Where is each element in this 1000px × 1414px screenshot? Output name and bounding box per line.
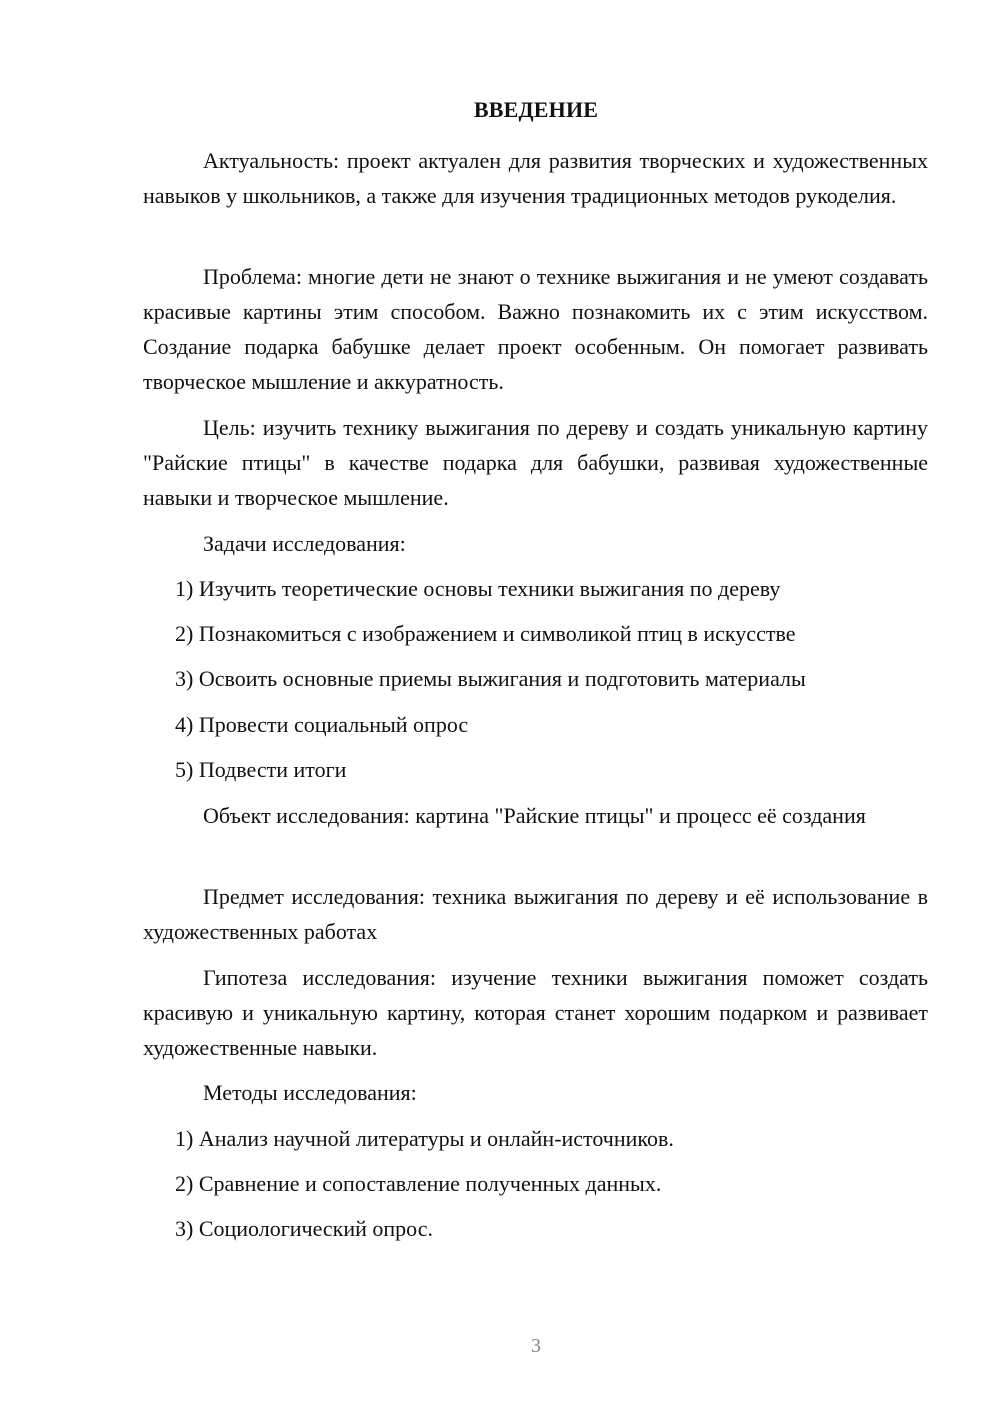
task-item: 1) Изучить теоретические основы техники выжигания по дереву (175, 576, 781, 601)
task-item: 5) Подвести итоги (175, 757, 347, 782)
methods-heading: Методы исследования: (203, 1080, 417, 1105)
object-paragraph: Объект исследования: картина "Райские птицы" и процесс её создания (203, 803, 866, 828)
method-item: 2) Сравнение и сопоставление полученных данных. (175, 1171, 662, 1196)
page-number: 3 (531, 1335, 541, 1357)
subject-paragraph: Предмет исследования: техника выжигания по дереву и её использование в художественных работах (143, 884, 928, 944)
task-item: 2) Познакомиться с изображением и символикой птиц в искусстве (175, 621, 796, 646)
method-item: 3) Социологический опрос. (175, 1216, 433, 1241)
method-item: 1) Анализ научной литературы и онлайн-источников. (175, 1126, 674, 1151)
page-title: ВВЕДЕНИЕ (473, 97, 599, 122)
goal-paragraph: Цель: изучить технику выжигания по дереву и создать уникальную картину "Райские птицы" в качестве подарка для бабушки, развивая художественные навыки и творческое мышление. (143, 415, 928, 510)
tasks-heading: Задачи исследования: (203, 531, 406, 556)
relevance-paragraph: Актуальность: проект актуален для развития творческих и художественных навыков у школьников, а также для изучения традиционных методов рукоделия. (143, 148, 928, 208)
hypothesis-paragraph: Гипотеза исследования: изучение техники выжигания поможет создать красивую и уникальную картину, которая станет хорошим подарком и развивает художественные навыки. (143, 965, 928, 1060)
problem-paragraph: Проблема: многие дети не знают о технике выжигания и не умеют создавать красивые картины этим способом. Важно познакомить их с этим искусством. Создание подарка бабушке делает проект особенным. Он помогает развивать творческое мышление и аккуратность. (143, 264, 928, 394)
task-item: 4) Провести социальный опрос (175, 712, 469, 737)
task-item: 3) Освоить основные приемы выжигания и подготовить материалы (175, 666, 806, 691)
